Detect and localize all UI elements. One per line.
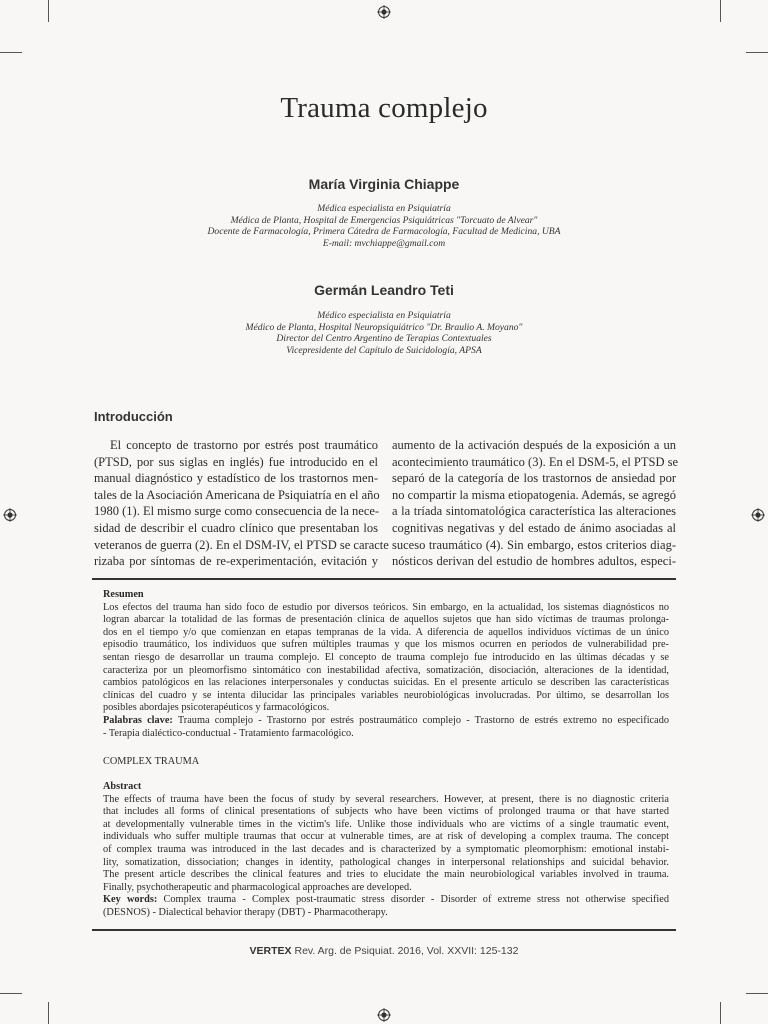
section-heading: Introducción xyxy=(94,409,173,424)
text-line: nósticos derivan del estudio de hombres adultos, especi- xyxy=(392,554,676,569)
keywords-line: (DESNOS) - Dialectical behavior therapy (DBT) - Pharmacotherapy. xyxy=(103,906,388,918)
keywords-label: Palabras clave: xyxy=(103,714,173,726)
affiliation-line: Médica de Planta, Hospital de Emergencias Psiquiátricas "Torcuato de Alvear" xyxy=(230,214,538,226)
abstract-top-rule xyxy=(92,578,676,580)
text-line: veteranos de guerra (2). En el DSM-IV, el PTSD se caracte xyxy=(94,537,389,552)
author-email: E-mail: mvchiappe@gmail.com xyxy=(322,237,446,249)
author-affiliations xyxy=(0,203,768,249)
text-line: manual diagnóstico y estadístico de los trastornos men- xyxy=(94,471,378,486)
intro-right-column xyxy=(392,437,679,570)
author-name: Germán Leandro Teti xyxy=(314,282,454,298)
keywords-line xyxy=(103,894,669,907)
text-line: no compartir la misma etiopatogenia. Además, se agregó xyxy=(392,487,676,502)
text-line: clínicas del cuadro y se intenta dilucidar las principales variables neurobiológicas involucradas. Por último, se desarrollan los xyxy=(103,689,669,701)
registration-mark-icon xyxy=(3,508,17,522)
registration-mark-icon xyxy=(377,1008,391,1022)
crop-mark xyxy=(720,0,721,22)
text-line: The effects of trauma have been the focus of study by several researchers. However, at present, there is no diagnostic criteria xyxy=(103,793,669,805)
resumen-block xyxy=(103,589,669,740)
text-line: sentan riesgo de desarrollar un trauma complejo. El concepto de trauma complejo fue introducido en las últimas décadas y se xyxy=(103,651,669,663)
text-line: lity, somatization, dissociation; changes in identity, pathological changes in interpersonal relationships and suicidal behavior. xyxy=(103,856,669,868)
english-title: COMPLEX TRAUMA xyxy=(103,756,200,767)
affiliation-line: Vicepresidente del Capítulo de Suicidología, APSA xyxy=(286,344,482,356)
text-line: (PTSD, por sus siglas en inglés) fue introducido en el xyxy=(94,454,378,469)
abstract-block xyxy=(103,781,669,920)
text-line: at developmentally vulnerable times in the victim's life. Unlike those individuals who are victims of a single traumatic event, xyxy=(103,818,669,830)
crop-mark xyxy=(48,0,49,22)
text-line: episodio traumático, los individuos que sufren múltiples traumas y que los mismos ocurren en períodos de vulnerabilidad pre- xyxy=(103,639,669,651)
journal-name: VERTEX xyxy=(249,945,292,957)
affiliation-line: Médico de Planta, Hospital Neuropsiquiátrico "Dr. Braulio A. Moyano" xyxy=(245,321,523,333)
registration-mark-icon xyxy=(377,5,391,19)
text-line: acontecimiento traumático (3). En el DSM-5, el PTSD se xyxy=(392,454,679,469)
crop-mark xyxy=(0,52,22,53)
affiliation-line: Médico especialista en Psiquiatría xyxy=(317,310,451,321)
intro-left-column xyxy=(94,437,389,570)
article-title: Trauma complejo xyxy=(280,92,488,124)
text-line: Finally, psychotherapeutic and pharmacological approaches are developed. xyxy=(103,881,412,893)
crop-mark xyxy=(720,1002,721,1024)
text-line: sidad de describir el cuadro clínico que presentaban los xyxy=(94,520,378,535)
abstract-heading: Abstract xyxy=(103,781,142,792)
text-line: of complex trauma was introduced in the last decades and is characterized by a symptomatic pleomorphism: emotional instabi- xyxy=(103,843,669,855)
abstract-bottom-rule xyxy=(92,929,676,931)
registration-mark-icon xyxy=(751,508,765,522)
author-affiliations xyxy=(0,310,768,356)
text-line: The present article describes the clinical features and tries to elucidate the main neurobiological variables involved in trauma. xyxy=(103,869,669,881)
text-line: caracteriza por un pleomorfismo sintomático con inestabilidad afectiva, somatización, disociación, alteraciones de la identidad, xyxy=(103,664,669,676)
text-line: tales de la Asociación Americana de Psiquiatría en el año xyxy=(94,487,380,502)
text-line: suceso traumático (4). Sin embargo, estos criterios diag- xyxy=(392,537,676,552)
keywords-line xyxy=(103,715,669,728)
text-line: posibles abordajes psicoterapéuticos y farmacológicos. xyxy=(103,702,330,714)
text-line: cognitivas negativas y del estado de ánimo asociadas al xyxy=(392,520,676,535)
text-line: cambios patológicos en las relaciones interpersonales y conductas suicidas. En el presente artículo se describen las características xyxy=(103,677,669,689)
affiliation-line: Docente de Farmacología, Primera Cátedra de Farmacología, Facultad de Medicina, UBA xyxy=(207,226,561,238)
author-name: María Virginia Chiappe xyxy=(308,176,460,192)
text-line: that includes all forms of clinical presentations of subjects who have been victims of prolonged trauma or that have started xyxy=(103,806,669,818)
text-line: rizaba por síntomas de re-experimentación, evitación y xyxy=(94,554,378,569)
text-line: El concepto de trastorno por estrés post traumático xyxy=(110,438,378,452)
text-line: a la tríada sintomatológica característica las alteraciones xyxy=(392,504,676,519)
crop-mark xyxy=(746,52,768,53)
keywords-line: - Terapia dialéctico-conductual - Tratamiento farmacológico. xyxy=(103,727,354,739)
text-line: 1980 (1). El mismo surge como consecuencia de la nece- xyxy=(94,504,380,519)
crop-mark xyxy=(0,993,22,994)
affiliation-line: Director del Centro Argentino de Terapias Contextuales xyxy=(276,333,492,345)
crop-mark xyxy=(48,1002,49,1024)
keywords-text: Complex trauma - Complex post-traumatic stress disorder - Disorder of extreme stress not otherwise specified xyxy=(157,894,669,906)
keywords-text: Trauma complejo - Trastorno por estrés postraumático complejo - Trastorno de estrés extremo no especificado xyxy=(172,714,669,726)
page-footer xyxy=(0,945,768,957)
affiliation-line: Médica especialista en Psiquiatría xyxy=(317,203,451,214)
text-line: separó de la categoría de los trastornos de ansiedad por xyxy=(392,471,676,486)
journal-citation: Rev. Arg. de Psiquiat. 2016, Vol. XXVII: 125-132 xyxy=(291,945,519,957)
text-line: individuals who suffer multiple traumas that occur at vulnerable times, are at risk of developing a complex trauma. The concept xyxy=(103,831,669,843)
text-line: aumento de la activación después de la exposición a un xyxy=(392,438,676,452)
text-line: logran abarcar la totalidad de las formas de presentación clínica de aquellos sujetos que han sido víctimas de traumas prolonga- xyxy=(103,614,669,626)
keywords-label: Key words: xyxy=(103,894,158,906)
resumen-heading: Resumen xyxy=(103,589,144,600)
text-line: Los efectos del trauma han sido foco de estudio por diversos teóricos. Sin embargo, en la actualidad, los sistemas diagnósticos no xyxy=(103,601,669,613)
crop-mark xyxy=(746,993,768,994)
text-line: dos en el tiempo y/o que comienzan en etapas tempranas de la vida. A diferencia de aquellos individuos víctimas de un único xyxy=(103,626,669,638)
